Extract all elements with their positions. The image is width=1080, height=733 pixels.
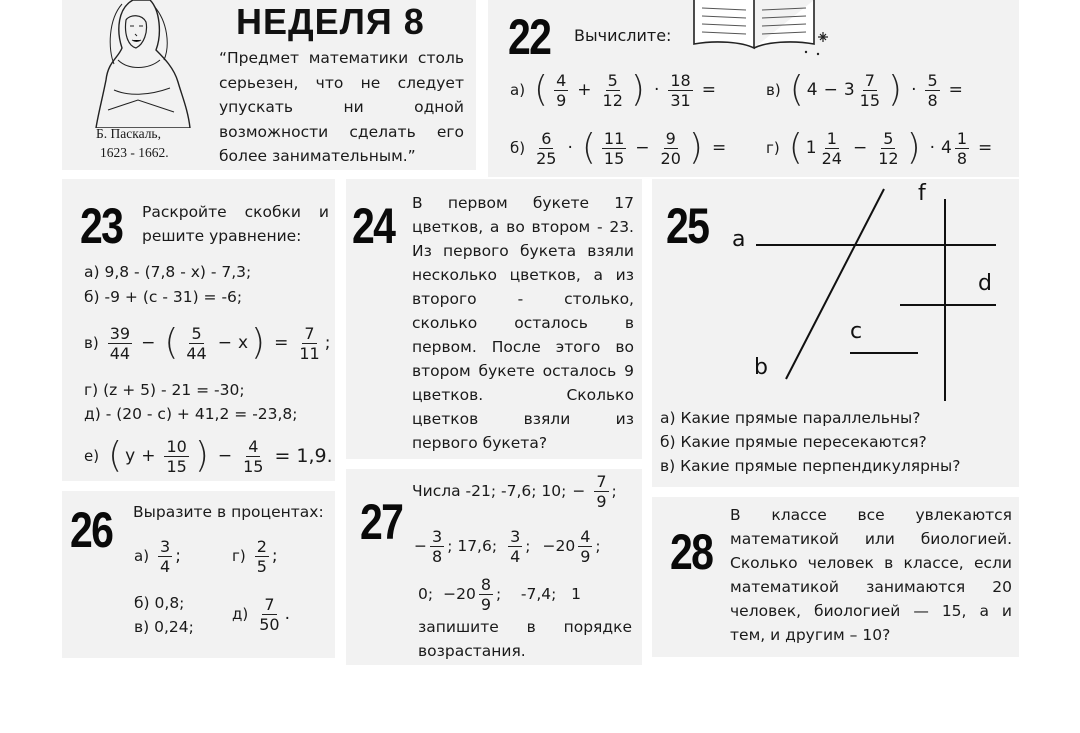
task-22-panel (488, 0, 1019, 177)
equals: = (948, 80, 963, 100)
text-line: первом. После этого во (412, 338, 634, 356)
text-line: возрастания. (418, 642, 526, 660)
task-26-panel (62, 491, 335, 658)
denominator: 20 (660, 148, 681, 168)
paren-open: ( (788, 127, 803, 168)
variable: x (237, 333, 249, 353)
fraction (164, 437, 188, 476)
text-line: тем, и другим – 10? (730, 626, 891, 644)
header-panel (62, 0, 476, 170)
denominator: 4 (510, 546, 521, 566)
operator: − (823, 80, 838, 100)
text-line: цветков. Сколько (412, 386, 634, 404)
item-label: в) (766, 81, 781, 99)
question-b: б) Какие прямые пересекаются? (660, 433, 927, 451)
pascal-portrait (78, 0, 198, 128)
operator: · (567, 138, 573, 158)
text-line: человек, биологией — 15, а и (730, 602, 1012, 620)
denominator: 15 (166, 456, 187, 476)
numerator: 4 (580, 526, 591, 546)
page-title: НЕДЕЛЯ 8 (236, 1, 425, 42)
text-line: цветков взяли из (412, 410, 634, 428)
equals: = (274, 333, 289, 353)
item-26-g (232, 531, 278, 581)
quote-line: серьезен, что не следует (219, 73, 464, 92)
book-icon (686, 0, 836, 60)
denominator: 12 (602, 90, 623, 110)
numerator: 6 (541, 128, 552, 148)
task-25-panel (652, 179, 1019, 487)
title-line: решите уравнение: (142, 227, 302, 245)
punct: ; (324, 333, 331, 353)
fraction (602, 129, 626, 168)
text-line: второго - столько, (412, 290, 634, 308)
operator: − (217, 333, 232, 353)
task-28-panel (652, 497, 1019, 657)
denominator: 9 (480, 594, 491, 614)
text-line: запишите в порядке (418, 618, 632, 636)
numerator: 5 (927, 70, 938, 90)
numbers-text: Числа -21; -7,6; 10; (412, 482, 567, 500)
paren-open: ( (581, 127, 596, 168)
equals: = 1,9. (274, 445, 333, 467)
numerator: 10 (166, 436, 187, 456)
punct: ; (175, 546, 181, 566)
denominator: 11 (299, 343, 320, 363)
numerator: 5 (607, 70, 618, 90)
operator: · (911, 80, 917, 100)
punct: ; (595, 537, 601, 555)
item-label: б) (510, 139, 526, 157)
fraction (255, 537, 269, 576)
fraction (668, 71, 692, 110)
paren-open: ( (789, 69, 804, 110)
text-line: В первом букете 17 (412, 194, 634, 212)
denominator: 15 (603, 148, 625, 168)
task-text (418, 615, 632, 663)
operator: − (635, 138, 650, 158)
expr-22-a (510, 64, 722, 116)
task-number: 26 (70, 502, 113, 558)
numbers-line-2 (414, 521, 601, 571)
equation-a: а) 9,8 - (7,8 - x) - 7,3; (84, 263, 252, 281)
numerator: 5 (191, 323, 202, 343)
task-title (142, 200, 329, 248)
paren-close: ) (906, 127, 921, 168)
numerator: 3 (432, 526, 443, 546)
equation-b: б) -9 + (c - 31) = -6; (84, 288, 243, 306)
item-26-a (134, 531, 181, 581)
quote-line: более занимательным.” (219, 147, 416, 165)
fraction (184, 324, 208, 363)
fraction (479, 575, 493, 614)
number: 4 (806, 80, 818, 100)
number: 1 (805, 138, 817, 158)
label-a: a (732, 227, 746, 252)
item-label: д) (232, 605, 249, 623)
task-text (730, 503, 1012, 647)
author-name: Б. Паскаль, (96, 126, 161, 141)
paren-open: ( (108, 435, 123, 476)
denominator: 9 (556, 90, 567, 110)
task-number: 22 (508, 9, 551, 65)
fraction (554, 71, 568, 110)
text-line: несколько цветков, а из (412, 266, 634, 284)
fraction (925, 71, 939, 110)
item-label: е) (84, 447, 100, 465)
item-label: а) (510, 81, 526, 99)
punct: ; (271, 546, 278, 566)
item-label: в) (84, 334, 99, 352)
numerator: 4 (556, 70, 567, 90)
author-years: 1623 - 1662. (100, 145, 169, 160)
quote (219, 46, 464, 169)
operator: + (141, 446, 156, 466)
equals: = (978, 138, 993, 158)
text-line: математикой или биологией. (730, 530, 1012, 548)
equation-g: г) (z + 5) - 21 = -30; (84, 381, 245, 399)
numbers-line-1 (412, 469, 617, 513)
numerator: 11 (603, 128, 625, 148)
paren-close: ) (251, 322, 266, 363)
denominator: 9 (580, 546, 591, 566)
text-line: Из первого букета взяли (412, 242, 634, 260)
denominator: 4 (160, 556, 171, 576)
fraction (297, 324, 321, 363)
expr-22-g (766, 122, 998, 174)
numerator: 2 (256, 536, 267, 556)
punct: ; (611, 482, 617, 500)
equals: = (701, 80, 716, 100)
operator: · (929, 138, 936, 158)
denominator: 50 (259, 614, 280, 634)
numbers-line-3 (418, 569, 581, 619)
operator: − (217, 446, 233, 466)
numerator: 7 (596, 471, 607, 491)
task-title: Выразите в процентах: (133, 503, 324, 521)
numerator: 1 (826, 128, 837, 148)
equals: = (711, 138, 727, 158)
operator: − (572, 482, 586, 500)
denominator: 15 (243, 456, 264, 476)
expr-22-b (510, 122, 732, 174)
label-b: b (754, 355, 768, 380)
denominator: 44 (186, 343, 207, 363)
quote-line: “Предмет математики столь (219, 49, 464, 67)
label-c: c (850, 319, 863, 344)
fraction (594, 472, 608, 511)
label-d: d (978, 271, 992, 296)
variable: y (125, 446, 136, 466)
numerator: 39 (109, 323, 131, 343)
denominator: 24 (821, 148, 842, 168)
operator: − (414, 537, 427, 555)
item-26-d (232, 589, 290, 639)
paren-open: ( (164, 322, 179, 363)
operator: · (653, 80, 660, 100)
paren-open: ( (534, 69, 549, 110)
text-line: цветков, а во втором - 23. (412, 218, 634, 236)
number: 3 (843, 80, 855, 100)
fraction (876, 129, 900, 168)
denominator: 8 (927, 90, 938, 110)
quote-line: возможности сделать его (219, 122, 464, 141)
task-number: 27 (360, 494, 403, 550)
label-f: f (918, 181, 926, 206)
equation-v (84, 318, 330, 368)
numerator: 3 (160, 536, 171, 556)
fraction (578, 527, 592, 566)
text-line: втором букете осталось 9 (412, 362, 634, 380)
operator: − (852, 138, 868, 158)
task-number: 25 (666, 198, 709, 254)
number: −20 (443, 585, 476, 603)
item-26-b: б) 0,8; (134, 594, 185, 612)
fraction (158, 537, 172, 576)
numerator: 3 (510, 526, 521, 546)
numerator: 7 (304, 323, 315, 343)
quote-line: упускать ни одной (219, 98, 464, 116)
numerator: 1 (956, 128, 968, 148)
denominator: 8 (432, 546, 443, 566)
question-a: а) Какие прямые параллельны? (660, 409, 921, 427)
paren-close: ) (888, 69, 903, 110)
denominator: 31 (670, 90, 691, 110)
task-title: Вычислите: (574, 26, 672, 45)
question-v: в) Какие прямые перпендикулярны? (660, 457, 961, 475)
denominator: 5 (256, 556, 267, 576)
fraction (534, 129, 558, 168)
numerator: 8 (480, 574, 491, 594)
task-27-panel (346, 469, 642, 665)
text-line: сколько осталось в (412, 314, 634, 332)
fraction (508, 527, 522, 566)
numbers-text: 0; (418, 585, 434, 603)
task-number: 28 (670, 524, 713, 580)
punct: ; (525, 537, 531, 555)
task-number: 23 (80, 198, 123, 254)
fraction (241, 437, 265, 476)
text-line: В классе все увлекаются (730, 506, 1012, 524)
fraction (858, 71, 882, 110)
task-24-panel (346, 179, 642, 459)
lines-diagram (652, 179, 1019, 409)
denominator: 44 (109, 343, 131, 363)
numerator: 7 (864, 70, 875, 90)
item-label: г) (232, 547, 246, 565)
line-b (786, 189, 884, 379)
numerator: 5 (883, 128, 894, 148)
number: 4 (941, 138, 952, 158)
task-number: 24 (352, 198, 395, 254)
text-line: математикой занимаются 20 (730, 578, 1012, 596)
numbers-text: ; 17,6; (447, 537, 498, 555)
denominator: 15 (859, 90, 881, 110)
punct: . (284, 604, 290, 624)
item-label: а) (134, 547, 150, 565)
number: −20 (542, 537, 576, 555)
text-line: Сколько человек в классе, если (730, 554, 1012, 572)
text-line: первого букета? (412, 434, 548, 452)
numbers-text: ; -7,4; 1 (496, 585, 582, 603)
numerator: 7 (264, 594, 275, 614)
equation-e (84, 431, 339, 481)
operator: − (141, 333, 156, 353)
numerator: 18 (670, 70, 691, 90)
denominator: 12 (878, 148, 899, 168)
item-label: г) (766, 139, 780, 157)
operator: + (577, 80, 592, 100)
fraction (108, 324, 132, 363)
numerator: 4 (248, 436, 259, 456)
equation-d: д) - (20 - c) + 41,2 = -23,8; (84, 405, 298, 423)
fraction (820, 129, 844, 168)
fraction (955, 129, 969, 168)
fraction (257, 595, 281, 634)
fraction (430, 527, 444, 566)
paren-close: ) (688, 127, 703, 168)
task-text (412, 191, 634, 455)
expr-22-v (766, 64, 969, 116)
denominator: 25 (536, 148, 557, 168)
denominator: 8 (956, 148, 968, 168)
item-26-v: в) 0,24; (134, 618, 194, 636)
fraction (659, 129, 683, 168)
title-line: Раскройте скобки и (142, 203, 329, 221)
paren-close: ) (630, 69, 645, 110)
paren-close: ) (194, 435, 209, 476)
numerator: 9 (665, 128, 676, 148)
denominator: 9 (596, 491, 607, 511)
task-23-panel (62, 179, 335, 481)
fraction (601, 71, 625, 110)
